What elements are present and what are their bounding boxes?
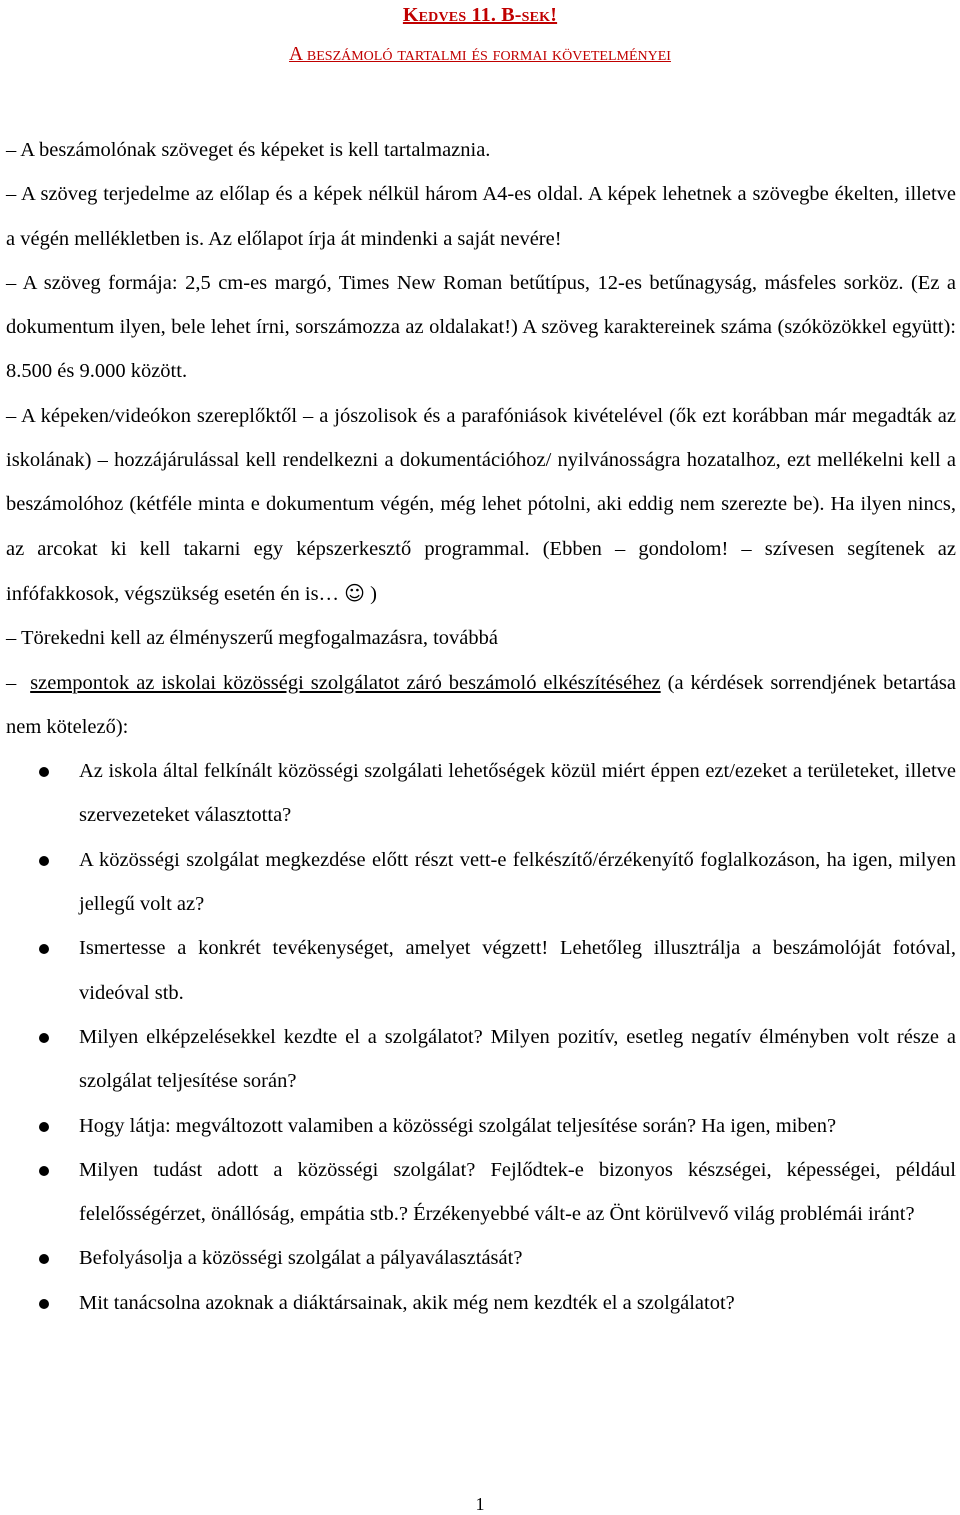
paragraph-consent — [6, 394, 956, 616]
document-body — [6, 128, 956, 1325]
list-item: Milyen tudást adott a közösségi szolgálat? Fejlődtek-e bizonyos készségei, képességei, például felelősségérzet, önállóság, empátia stb.? Érzékenyebbé vált-e az Önt körülvevő világ problémái iránt? — [6, 1148, 956, 1237]
greeting-heading: Kedves 11. B-sek! — [402, 4, 558, 26]
smiley-icon: ☺ — [344, 580, 366, 605]
document-header — [0, 4, 960, 27]
list-item: Az iskola által felkínált közösségi szolgálati lehetőségek közül miért éppen ezt/ezeket a területeket, illetve szervezeteket választotta? — [6, 749, 956, 838]
consent-end: ) — [370, 582, 377, 605]
paragraph-format: – A szöveg formája: 2,5 cm-es margó, Times New Roman betűtípus, 12-es betűnagyság, másfeles sorköz. (Ez a dokumentum ilyen, bele lehet írni, sorszámozza az oldalakat!) A szöveg karaktereinek száma (szóközökkel együtt): 8.500 és 9.000 között. — [6, 271, 956, 383]
paragraph-aspects — [6, 661, 956, 750]
list-item: Mit tanácsolna azoknak a diáktársainak, akik még nem kezdték el a szolgálatot? — [6, 1281, 956, 1325]
page-title: A beszámoló tartalmi és formai követelményei — [289, 44, 671, 65]
paragraph-content-requirement: – A beszámolónak szöveget és képeket is kell tartalmaznia. — [6, 139, 491, 161]
page-number: 1 — [475, 1494, 485, 1514]
list-item: Befolyásolja a közösségi szolgálat a pályaválasztását? — [6, 1236, 956, 1280]
list-item: Ismertesse a konkrét tevékenységet, amelyet végzett! Lehetőleg illusztrálja a beszámolóját fotóval, videóval stb. — [6, 926, 956, 1015]
paragraph-length: – A szöveg terjedelme az előlap és a képek nélkül három A4-es oldal. A képek lehetnek a szövegbe ékelten, illetve a végén mellékletben is. Az előlapot írja át mindenki a saját nevére! — [6, 183, 956, 250]
list-item: A közösségi szolgálat megkezdése előtt részt vett-e felkészítő/érzékenyítő foglalkozáson, ha igen, milyen jellegű volt az? — [6, 838, 956, 927]
consent-text: – A képeken/videókon szereplőktől – a jószolisok és a parafóniások kivételével (ők ezt korábban már megadták az iskolának) – hozzájárulással kell rendelkezni a dokumentációhoz/ nyilvánosságra hozatalhoz, ezt mellékelni kell a beszámolóhoz (kétféle minta e dokumentum végén, még lehet pótolni, aki eddig nem szerezte be). Ha ilyen nincs, az arcokat ki kell takarni egy képszerkesztő programmal. (Ebben – gondolom! – szívesen segítenek az infófakkosok, végszükség esetén én is… — [6, 404, 956, 605]
question-list — [6, 749, 956, 1325]
list-item: Hogy látja: megváltozott valamiben a közösségi szolgálat teljesítése során? Ha igen, miben? — [6, 1104, 956, 1148]
list-item: Milyen elképzelésekkel kezdte el a szolgálatot? Milyen pozitív, esetleg negatív élményben volt része a szolgálat teljesítése során? — [6, 1015, 956, 1104]
paragraph-style: – Törekedni kell az élményszerű megfogalmazásra, továbbá — [6, 627, 498, 650]
aspects-underlined: szempontok az iskolai közösségi szolgálatot záró beszámoló elkészítéséhez — [30, 671, 661, 694]
aspects-rest: (a kérdések sorrendjének betartása nem kötelező): — [6, 671, 956, 738]
aspects-dash: – — [6, 671, 17, 694]
